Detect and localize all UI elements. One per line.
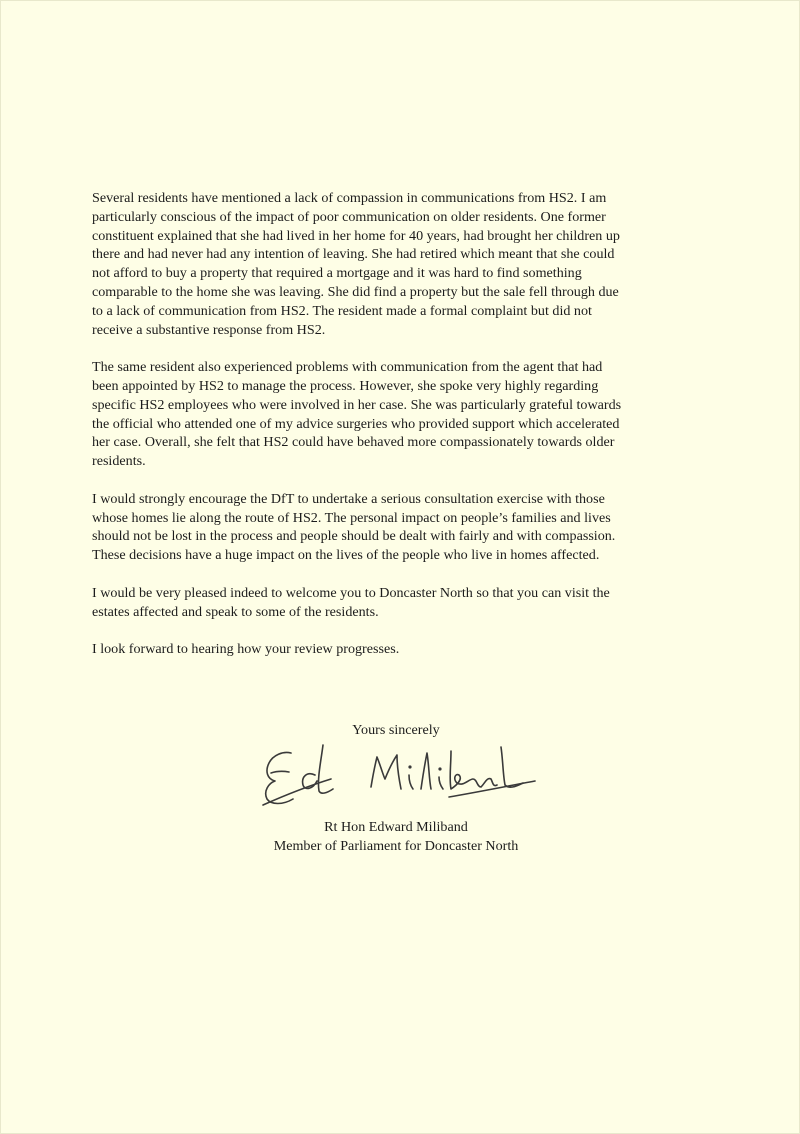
paragraph-agent-communication: The same resident also experienced problems with communication from the agent that had been appointed by HS2 to manage the process. However, she spoke very highly regarding specific HS2 employees who were involved in her case. She was particularly grateful towards the official who attended one of my advice surgeries who provided support which accelerated her case. Overall, she felt that HS2 could have behaved more compassionately towards older residents. xyxy=(92,359,622,470)
letter-body xyxy=(92,189,718,678)
paragraph-compassion: Several residents have mentioned a lack of compassion in communications from HS2. I am particularly conscious of the impact of poor communication on older residents. One former constituent explained that she had lived in her home for 40 years, had brought her children up there and had never had any intention of leaving. She had retired which meant that she could not afford to buy a property that required a mortgage and it was hard to find something comparable to the home she was leaving. She did find a property but the sale fell through due to a lack of communication from HS2. The resident made a formal complaint but did not receive a substantive response from HS2. xyxy=(92,190,620,338)
paragraph-consultation: I would strongly encourage the DfT to undertake a serious consultation exercise with those whose homes lie along the route of HS2. The personal impact on people’s families and lives should not be lost in the process and people should be dealt with fairly and with compassion. These decisions have a huge impact on the lives of the people who live in homes affected. xyxy=(92,490,616,564)
closing-salutation: Yours sincerely xyxy=(352,722,440,738)
signer-title: Member of Parliament for Doncaster North xyxy=(273,838,519,854)
signer-block xyxy=(201,818,591,856)
paragraph-invitation: I would be very pleased indeed to welcome you to Doncaster North so that you can visit the estates affected and speak to some of the residents. xyxy=(92,584,610,620)
paragraph-look-forward: I look forward to hearing how your review progresses. xyxy=(92,641,400,658)
signer-name: Rt Hon Edward Miliband xyxy=(324,819,468,835)
handwritten-signature xyxy=(253,735,543,815)
